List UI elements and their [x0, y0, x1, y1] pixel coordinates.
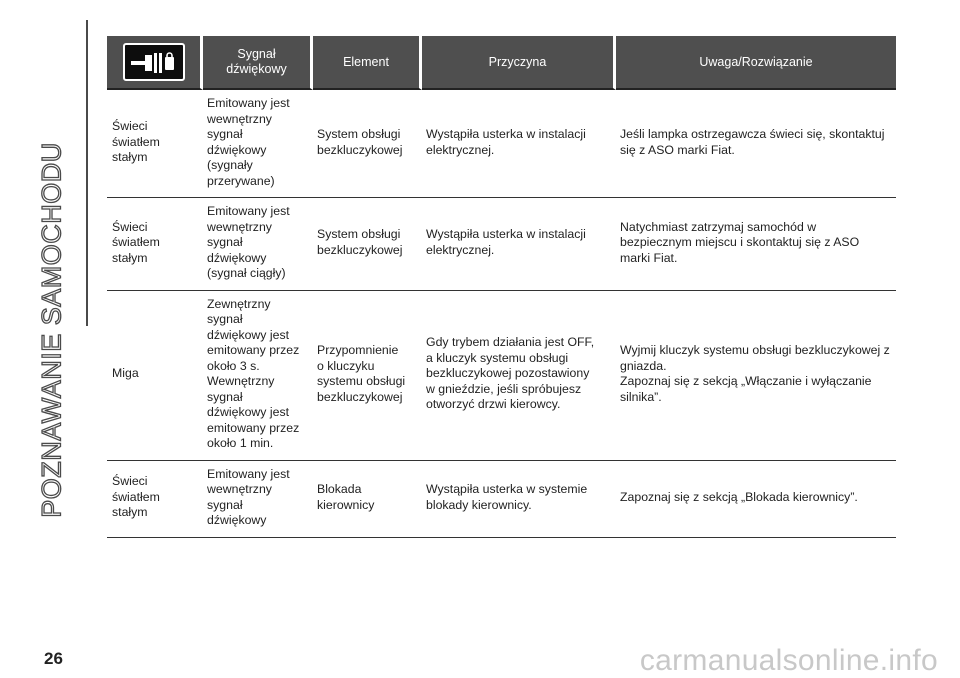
cell-cause-line: Wystąpiła usterka w instalacji — [426, 227, 586, 242]
cell-sound-line: Emitowany jest — [207, 466, 290, 481]
header-icon-cell — [107, 36, 203, 90]
cell-light-line: światłem — [112, 235, 160, 249]
cell-sound-line: około 1 min. — [207, 436, 274, 450]
cell-solution-line: Natychmiast zatrzymaj samochód w — [620, 219, 817, 234]
cell-element — [313, 461, 422, 538]
cell-solution-line: bezpiecznym miejscu i skontaktuj się z ASO — [620, 235, 860, 249]
cell-light-line: stałym — [112, 150, 148, 165]
cell-solution-line: się z ASO marki Fiat. — [620, 142, 735, 157]
cell-sound-line: dźwiękowy jest — [207, 327, 290, 342]
cell-element-line: Przypomnienie — [317, 343, 399, 357]
cell-sound — [203, 461, 313, 538]
cell-element-line: System obsługi — [317, 127, 401, 141]
cell-cause-line: elektrycznej. — [426, 142, 495, 157]
cell-solution-line: Jeśli lampka ostrzegawcza świeci się, skontaktuj — [620, 127, 885, 141]
cell-sound-line: dźwiękowy — [207, 513, 267, 527]
cell-sound-line: około 3 s. — [207, 358, 260, 373]
cell-cause-line: Wystąpiła usterka w systemie — [426, 482, 588, 496]
cell-cause-line: bezkluczykowej pozostawiony — [426, 366, 590, 381]
cell-element-line: systemu obsługi — [317, 374, 406, 388]
cell-sound — [203, 90, 313, 198]
cell-sound-line: (sygnały — [207, 158, 253, 172]
cell-solution-line: marki Fiat. — [620, 250, 678, 265]
cell-sound-line: dźwiękowy — [207, 250, 267, 265]
cell-element-line: Blokada — [317, 482, 362, 496]
cell-light-line: światłem — [112, 489, 160, 504]
cell-sound — [203, 198, 313, 291]
cell-light-line: stałym — [112, 250, 148, 265]
cell-cause-line: w gnieździe, jeśli spróbujesz — [426, 381, 582, 396]
section-divider — [86, 20, 88, 326]
cell-solution-line: Wyjmij kluczyk systemu obsługi bezkluczykowej z — [620, 343, 890, 357]
cell-sound-line: sygnał — [207, 389, 243, 404]
cell-light — [107, 198, 203, 291]
table-header-row — [107, 36, 896, 90]
cell-solution-line: silnika”. — [620, 389, 662, 404]
cell-cause — [422, 291, 616, 461]
cell-light — [107, 461, 203, 538]
header-cause: Przyczyna — [422, 36, 616, 90]
cell-solution — [616, 291, 896, 461]
cell-sound-line: (sygnał ciągły) — [207, 266, 286, 280]
section-title: POZNAWANIE SAMOCHODU — [36, 142, 67, 518]
cell-sound-line: emitowany przez — [207, 343, 300, 357]
cell-cause-line: blokady kierownicy. — [426, 497, 532, 512]
header-element: Element — [313, 36, 422, 90]
cell-cause-line: Wystąpiła usterka w instalacji — [426, 127, 586, 141]
cell-cause — [422, 198, 616, 291]
cell-cause-line: elektrycznej. — [426, 242, 495, 257]
table-row — [107, 90, 896, 198]
cell-light-line: światłem — [112, 134, 160, 149]
cell-sound-line: sygnał — [207, 235, 243, 249]
cell-light-line: Świeci — [112, 474, 148, 489]
cell-sound-line: wewnętrzny — [207, 111, 272, 126]
cell-sound-line: dźwiękowy jest — [207, 405, 290, 419]
cell-element — [313, 291, 422, 461]
cell-solution — [616, 198, 896, 291]
table-row — [107, 198, 896, 291]
cell-sound-line: Emitowany jest — [207, 204, 290, 218]
cell-sound-line: Emitowany jest — [207, 96, 290, 110]
steering-lock-warning-icon — [123, 43, 185, 81]
cell-cause-line: a kluczyk systemu obsługi — [426, 350, 569, 365]
cell-solution-line: gniazda. — [620, 358, 667, 373]
cell-light-line: Miga — [112, 366, 139, 381]
cell-element-line: System obsługi — [317, 227, 401, 242]
cell-sound-line: przerywane) — [207, 173, 275, 188]
cell-element-line: kierownicy — [317, 497, 375, 512]
cell-sound-line: Zewnętrzny — [207, 296, 271, 311]
cell-cause — [422, 90, 616, 198]
cell-element-line: o kluczyku — [317, 358, 375, 373]
cell-solution — [616, 461, 896, 538]
warning-table — [107, 36, 896, 538]
cell-cause-line: Gdy trybem działania jest OFF, — [426, 335, 595, 350]
cell-cause — [422, 461, 616, 538]
cell-sound-line: sygnał — [207, 312, 243, 326]
table-body — [107, 90, 896, 538]
cell-sound-line: emitowany przez — [207, 420, 300, 435]
cell-solution-line: Zapoznaj się z sekcją „Włączanie i wyłączanie — [620, 374, 872, 388]
watermark: carmanualsonline.info — [639, 644, 938, 677]
cell-element-line: bezkluczykowej — [317, 242, 403, 257]
header-solution: Uwaga/Rozwiązanie — [616, 36, 896, 90]
cell-light-line: Świeci — [112, 119, 148, 134]
cell-solution — [616, 90, 896, 198]
cell-sound — [203, 291, 313, 461]
table-row — [107, 291, 896, 461]
cell-sound-line: dźwiękowy — [207, 142, 267, 157]
page-number: 26 — [44, 649, 63, 668]
cell-light-line: Świeci — [112, 219, 148, 234]
cell-solution-line: Zapoznaj się z sekcją „Blokada kierownicy”. — [620, 489, 858, 504]
cell-light — [107, 90, 203, 198]
cell-sound-line: sygnał — [207, 127, 243, 141]
cell-sound-line: sygnał — [207, 497, 243, 512]
cell-sound-line: Wewnętrzny — [207, 374, 275, 388]
cell-element-line: bezkluczykowej — [317, 389, 403, 404]
cell-sound-line: wewnętrzny — [207, 482, 272, 496]
cell-light-line: stałym — [112, 505, 148, 520]
cell-light — [107, 291, 203, 461]
table-row — [107, 461, 896, 538]
cell-sound-line: wewnętrzny — [207, 219, 272, 234]
cell-element — [313, 90, 422, 198]
cell-cause-line: otworzyć drzwi kierowcy. — [426, 397, 561, 412]
cell-element — [313, 198, 422, 291]
cell-element-line: bezkluczykowej — [317, 142, 403, 157]
header-sound: Sygnał dźwiękowy — [203, 36, 313, 90]
